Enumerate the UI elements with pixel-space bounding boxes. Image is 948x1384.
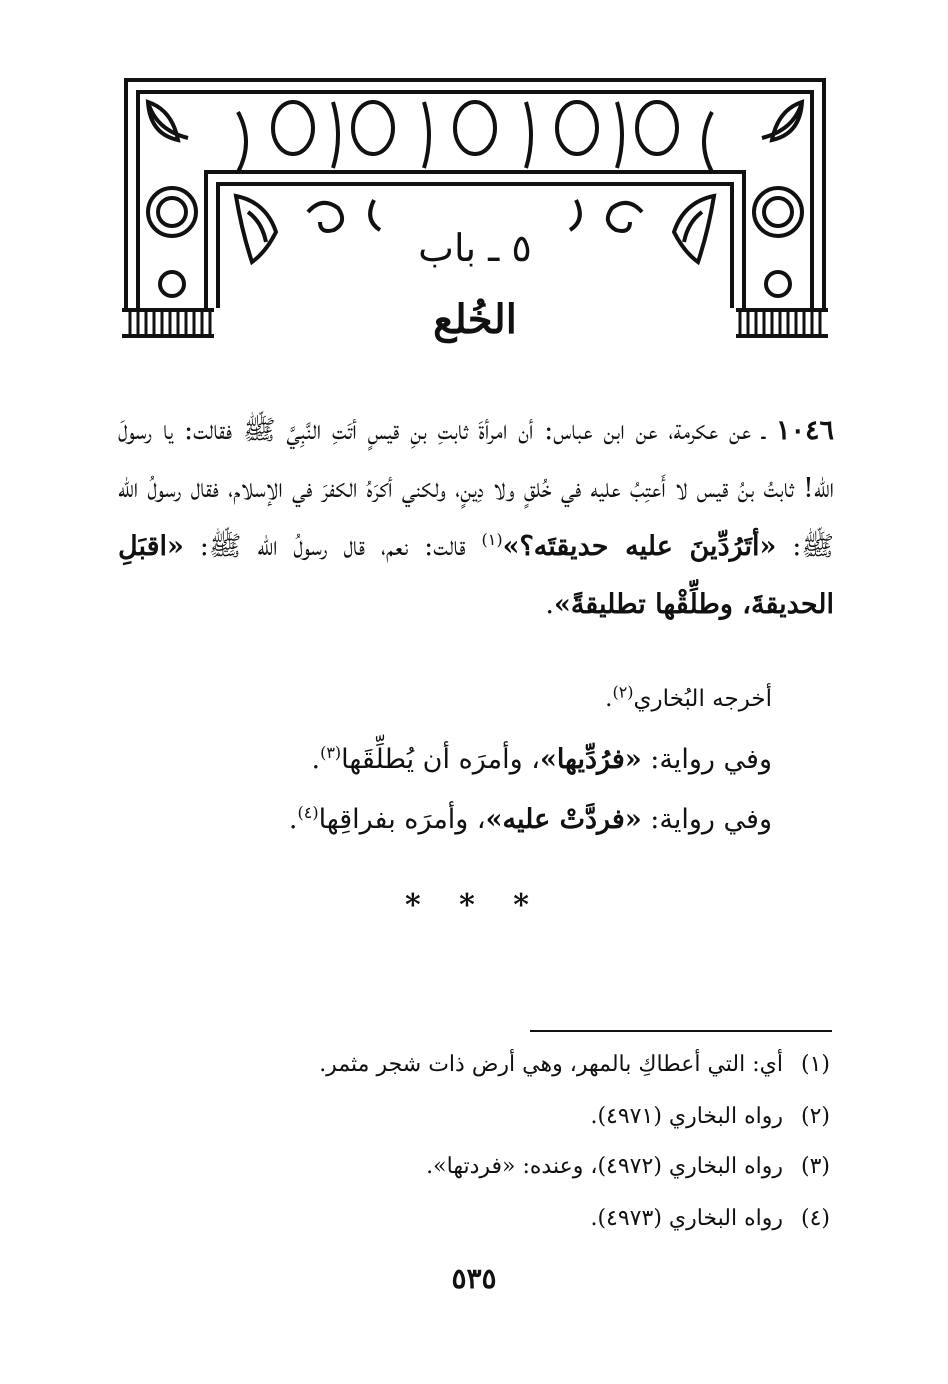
narration-end-punctuation: . bbox=[311, 744, 321, 775]
footnote-reference-4[interactable]: (٤) bbox=[297, 803, 319, 822]
footnote-1 bbox=[319, 1052, 830, 1077]
narration-quote: «فردَّتْ عليه» bbox=[485, 804, 642, 835]
chapter-title: الخُلع bbox=[433, 296, 517, 343]
narration-intro: وفي رواية: bbox=[641, 804, 772, 835]
narration-intro: وفي رواية: bbox=[641, 744, 772, 775]
narration-text: ، وأمرَه أن يُطلِّقَها bbox=[341, 744, 540, 775]
narration-line-1 bbox=[605, 682, 772, 712]
hadith-end-punctuation: . bbox=[545, 589, 554, 620]
chapter-number-label: ٥ ـ باب bbox=[418, 226, 532, 270]
hadith-number: ١٠٤٦ bbox=[775, 415, 834, 446]
hadith-text-part-1: ـ عن عكرمة، عن ابن عباس: أن امرأةَ ثابتِ بنِ قيسٍ أتَتِ النَّبِيَّ ﷺ فقالت: يا رسولَ الله! ثابتُ بنُ قيس لا أَعتِبُ عليه في خُلقٍ ولا دِينٍ، ولكني أكرَهُ الكفرَ في الإسلام، فقال رسولُ الله ﷺ: bbox=[118, 415, 834, 562]
footnote-divider bbox=[530, 1030, 832, 1032]
footnote-text: رواه البخاري (٤٩٧١). bbox=[590, 1104, 783, 1129]
hadith-quote-2: «اقبَلِ الحديقةَ، وطلِّقْها تطليقةً» bbox=[118, 531, 834, 620]
footnote-2 bbox=[590, 1104, 830, 1129]
footnote-number: (١) bbox=[800, 1052, 830, 1077]
footnote-3 bbox=[426, 1154, 830, 1179]
page-number: ٥٣٥ bbox=[451, 1262, 497, 1295]
narration-end-punctuation: . bbox=[288, 804, 298, 835]
footnote-text: رواه البخاري (٤٩٧٣). bbox=[590, 1206, 783, 1231]
narration-line-2 bbox=[311, 744, 772, 775]
footnote-reference-3[interactable]: (٣) bbox=[320, 743, 342, 762]
footnote-text: أي: التي أعطاكِ بالمهر، وهي أرض ذات شجر مثمر. bbox=[319, 1052, 783, 1077]
footnote-number: (٢) bbox=[800, 1104, 830, 1129]
section-separator: * * * bbox=[405, 888, 543, 923]
footnote-4 bbox=[590, 1206, 830, 1231]
hadith-quote-1: «أتَرُدِّينَ عليه حديقتَه؟» bbox=[502, 531, 777, 562]
narration-quote: «فرُدِّيها» bbox=[539, 744, 642, 775]
footnote-reference-2[interactable]: (٢) bbox=[612, 682, 634, 702]
hadith-text-part-2: قالت: نعم، قال رسولُ الله ﷺ: bbox=[183, 531, 482, 562]
footnote-number: (٣) bbox=[800, 1154, 830, 1179]
narration-end-punctuation: . bbox=[605, 686, 613, 712]
footnote-number: (٤) bbox=[800, 1206, 830, 1231]
narration-text: ، وأمرَه بفراقِها bbox=[318, 804, 486, 835]
narration-line-3 bbox=[289, 804, 772, 835]
hadith-paragraph bbox=[118, 402, 834, 634]
narration-text: أخرجه البُخاري bbox=[633, 686, 772, 712]
footnote-reference-1[interactable]: (١) bbox=[481, 530, 503, 549]
footnote-text: رواه البخاري (٤٩٧٢)، وعنده: «فردتها». bbox=[426, 1154, 783, 1179]
